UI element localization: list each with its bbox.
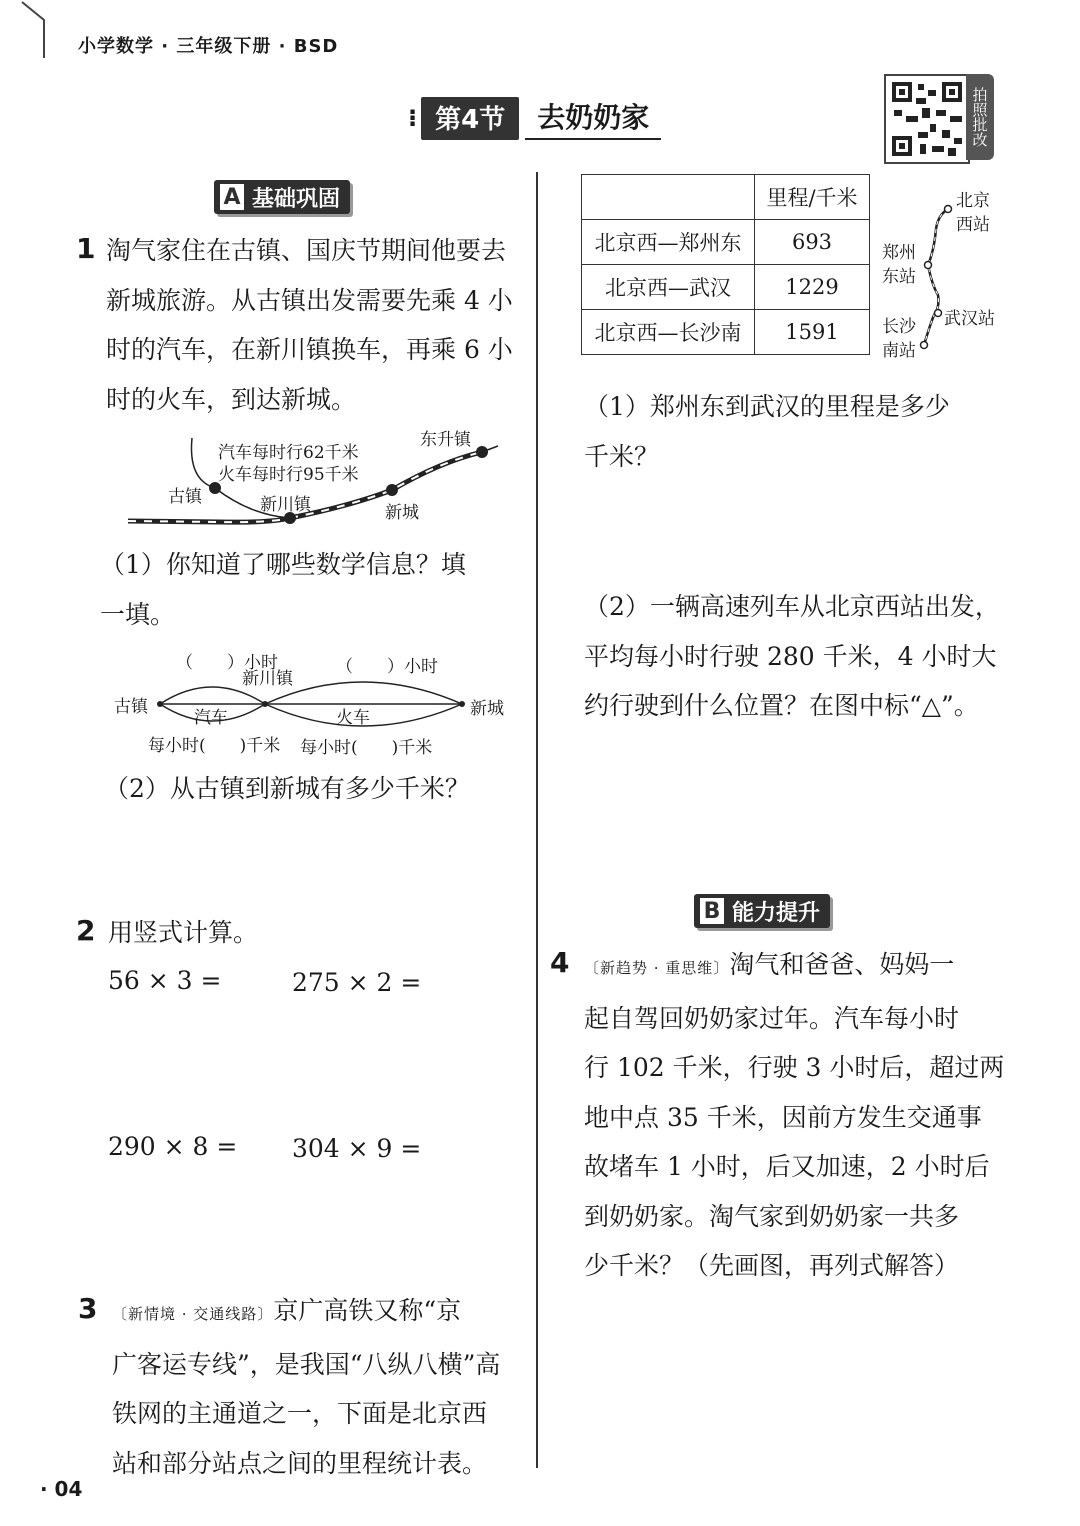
q1-part1-line: （1）你知道了哪些数学信息？填 [100,550,466,579]
station-beijing-2: 西站 [956,215,990,235]
question-2-number: 2 [76,914,96,947]
q4-line: 淘气和爸爸、妈妈一 [729,950,955,979]
arc-hours-left: （ ）小时 [176,653,278,673]
q3-line: 广客运专线”，是我国“八纵八横”高 [112,1349,501,1379]
section-b-label: 能力提升 [732,900,821,926]
section-a-label: 基础巩固 [252,186,341,212]
arc-car-label: 汽车 [194,708,228,728]
table-cell: 北京西—长沙南 [582,310,755,355]
table-row [582,310,870,355]
q1-part1 [100,540,520,639]
q2-expr-1: 56 × 3 = [108,966,222,995]
page-corner-mark [18,0,58,60]
arc-speed-right: 每小时( )千米 [300,738,433,758]
q4-line: 故堵车 1 小时，后又加速，2 小时后 [584,1152,990,1181]
book-header: 小学数学 · 三年级下册 · BSD [78,36,339,57]
table-cell: 1591 [755,310,870,355]
q3-line: 京广高铁又称“京 [273,1296,462,1325]
table-cell: 693 [755,220,870,265]
station-beijing: 北京 [956,191,990,211]
photo-grading-tag[interactable]: 拍照批改 [966,74,994,160]
q3-line: 站和部分站点之间的里程统计表。 [112,1448,488,1478]
q3-tag: 〔新情境 · 交通线路〕 [112,1305,274,1323]
q4-line: 到奶奶家。淘气家到奶奶家一共多 [584,1201,960,1231]
q4-tag: 〔新趋势 · 重思维〕 [584,959,730,977]
q2-expr-2: 275 × 2 = [292,968,422,997]
xincheng-dot [386,484,398,496]
qr-code[interactable] [884,74,970,164]
q3-part1 [584,382,1024,481]
station-wuhan: 武汉站 [944,309,995,329]
section-title [408,98,661,138]
q3-part2-line: 约行驶到什么位置？在图中标“△”。 [584,691,979,720]
q1-line: 淘气家住在古镇、国庆节期间他要去 [106,236,507,265]
section-b-letter: B [698,896,726,926]
section-a-badge [214,180,350,214]
car-speed-label: 汽车每时行62千米 [218,443,359,463]
q3-part2-line: （2）一辆高速列车从北京西站出发， [584,592,1000,621]
arc-speed-left: 每小时( )千米 [148,736,281,756]
q1-part2: （2）从古镇到新城有多少千米？ [104,774,470,803]
arc-hours-right: （ ）小时 [336,657,438,677]
question-4-number: 4 [550,946,570,979]
title-decoration: ⁝ [408,104,418,132]
table-cell: 北京西—郑州东 [582,220,755,265]
question-3-text [112,1286,532,1488]
table-cell: 1229 [755,265,870,310]
mileage-table [581,174,870,355]
station-zhengzhou-2: 东站 [882,267,916,287]
dongsheng-dot [476,446,488,458]
question-2-prompt: 用竖式计算。 [108,918,259,947]
question-3-number: 3 [78,1292,98,1325]
q2-expr-4: 304 × 9 = [292,1134,422,1163]
q1-line: 时的火车，到达新城。 [106,384,357,414]
q3-part2 [584,582,1024,731]
table-header-cell: 里程/千米 [755,175,870,220]
table-cell: 北京西—武汉 [582,265,755,310]
q1-part1-line: 一填。 [100,599,176,629]
q4-line: 地中点 35 千米，因前方发生交通事 [584,1102,982,1132]
table-header-cell [582,175,755,220]
station-changsha: 长沙 [882,317,916,337]
question-1-number: 1 [76,232,96,265]
section-a-letter: A [218,182,246,212]
train-speed-label: 火车每时行95千米 [218,465,359,485]
table-header-row [582,175,870,220]
page-number: · 04 [40,1477,83,1501]
table-row [582,220,870,265]
q4-line: 少千米？（先画图，再列式解答） [584,1251,960,1280]
q3-line: 铁网的主通道之一，下面是北京西 [112,1399,488,1428]
arc-left-town: 古镇 [114,697,148,717]
station-changsha-2: 南站 [882,341,916,361]
gu-town-label: 古镇 [168,487,202,507]
table-row [582,265,870,310]
question-4-text [584,940,1024,1291]
q2-expr-3: 290 × 8 = [108,1132,238,1161]
arc-right-town: 新城 [470,699,504,719]
q4-line: 行 102 千米，行驶 3 小时后，超过两 [584,1053,1005,1082]
dongsheng-label: 东升镇 [420,430,471,450]
column-divider [536,172,538,1468]
section-title-text: 去奶奶家 [525,96,661,140]
section-b-badge [694,894,830,928]
q3-part2-line: 平均每小时行驶 280 千米，4 小时大 [584,641,997,671]
station-zhengzhou: 郑州 [882,243,916,263]
arc-train-label: 火车 [336,708,370,728]
q4-line: 起自驾回奶奶家过年。汽车每小时 [584,1003,960,1033]
section-number-badge: 第4节 [421,97,519,140]
arc-middle-town: 新川镇 [242,669,293,689]
q3-part1-line: 千米？ [584,441,660,471]
xinchuan-label: 新川镇 [260,495,311,515]
q3-part1-line: （1）郑州东到武汉的里程是多少 [584,392,950,421]
question-1-text [106,226,526,424]
q1-line: 时的汽车，在新川镇换车，再乘 6 小 [106,335,513,364]
xincheng-label: 新城 [385,503,419,523]
q1-line: 新城旅游。从古镇出发需要先乘 4 小 [106,285,513,315]
